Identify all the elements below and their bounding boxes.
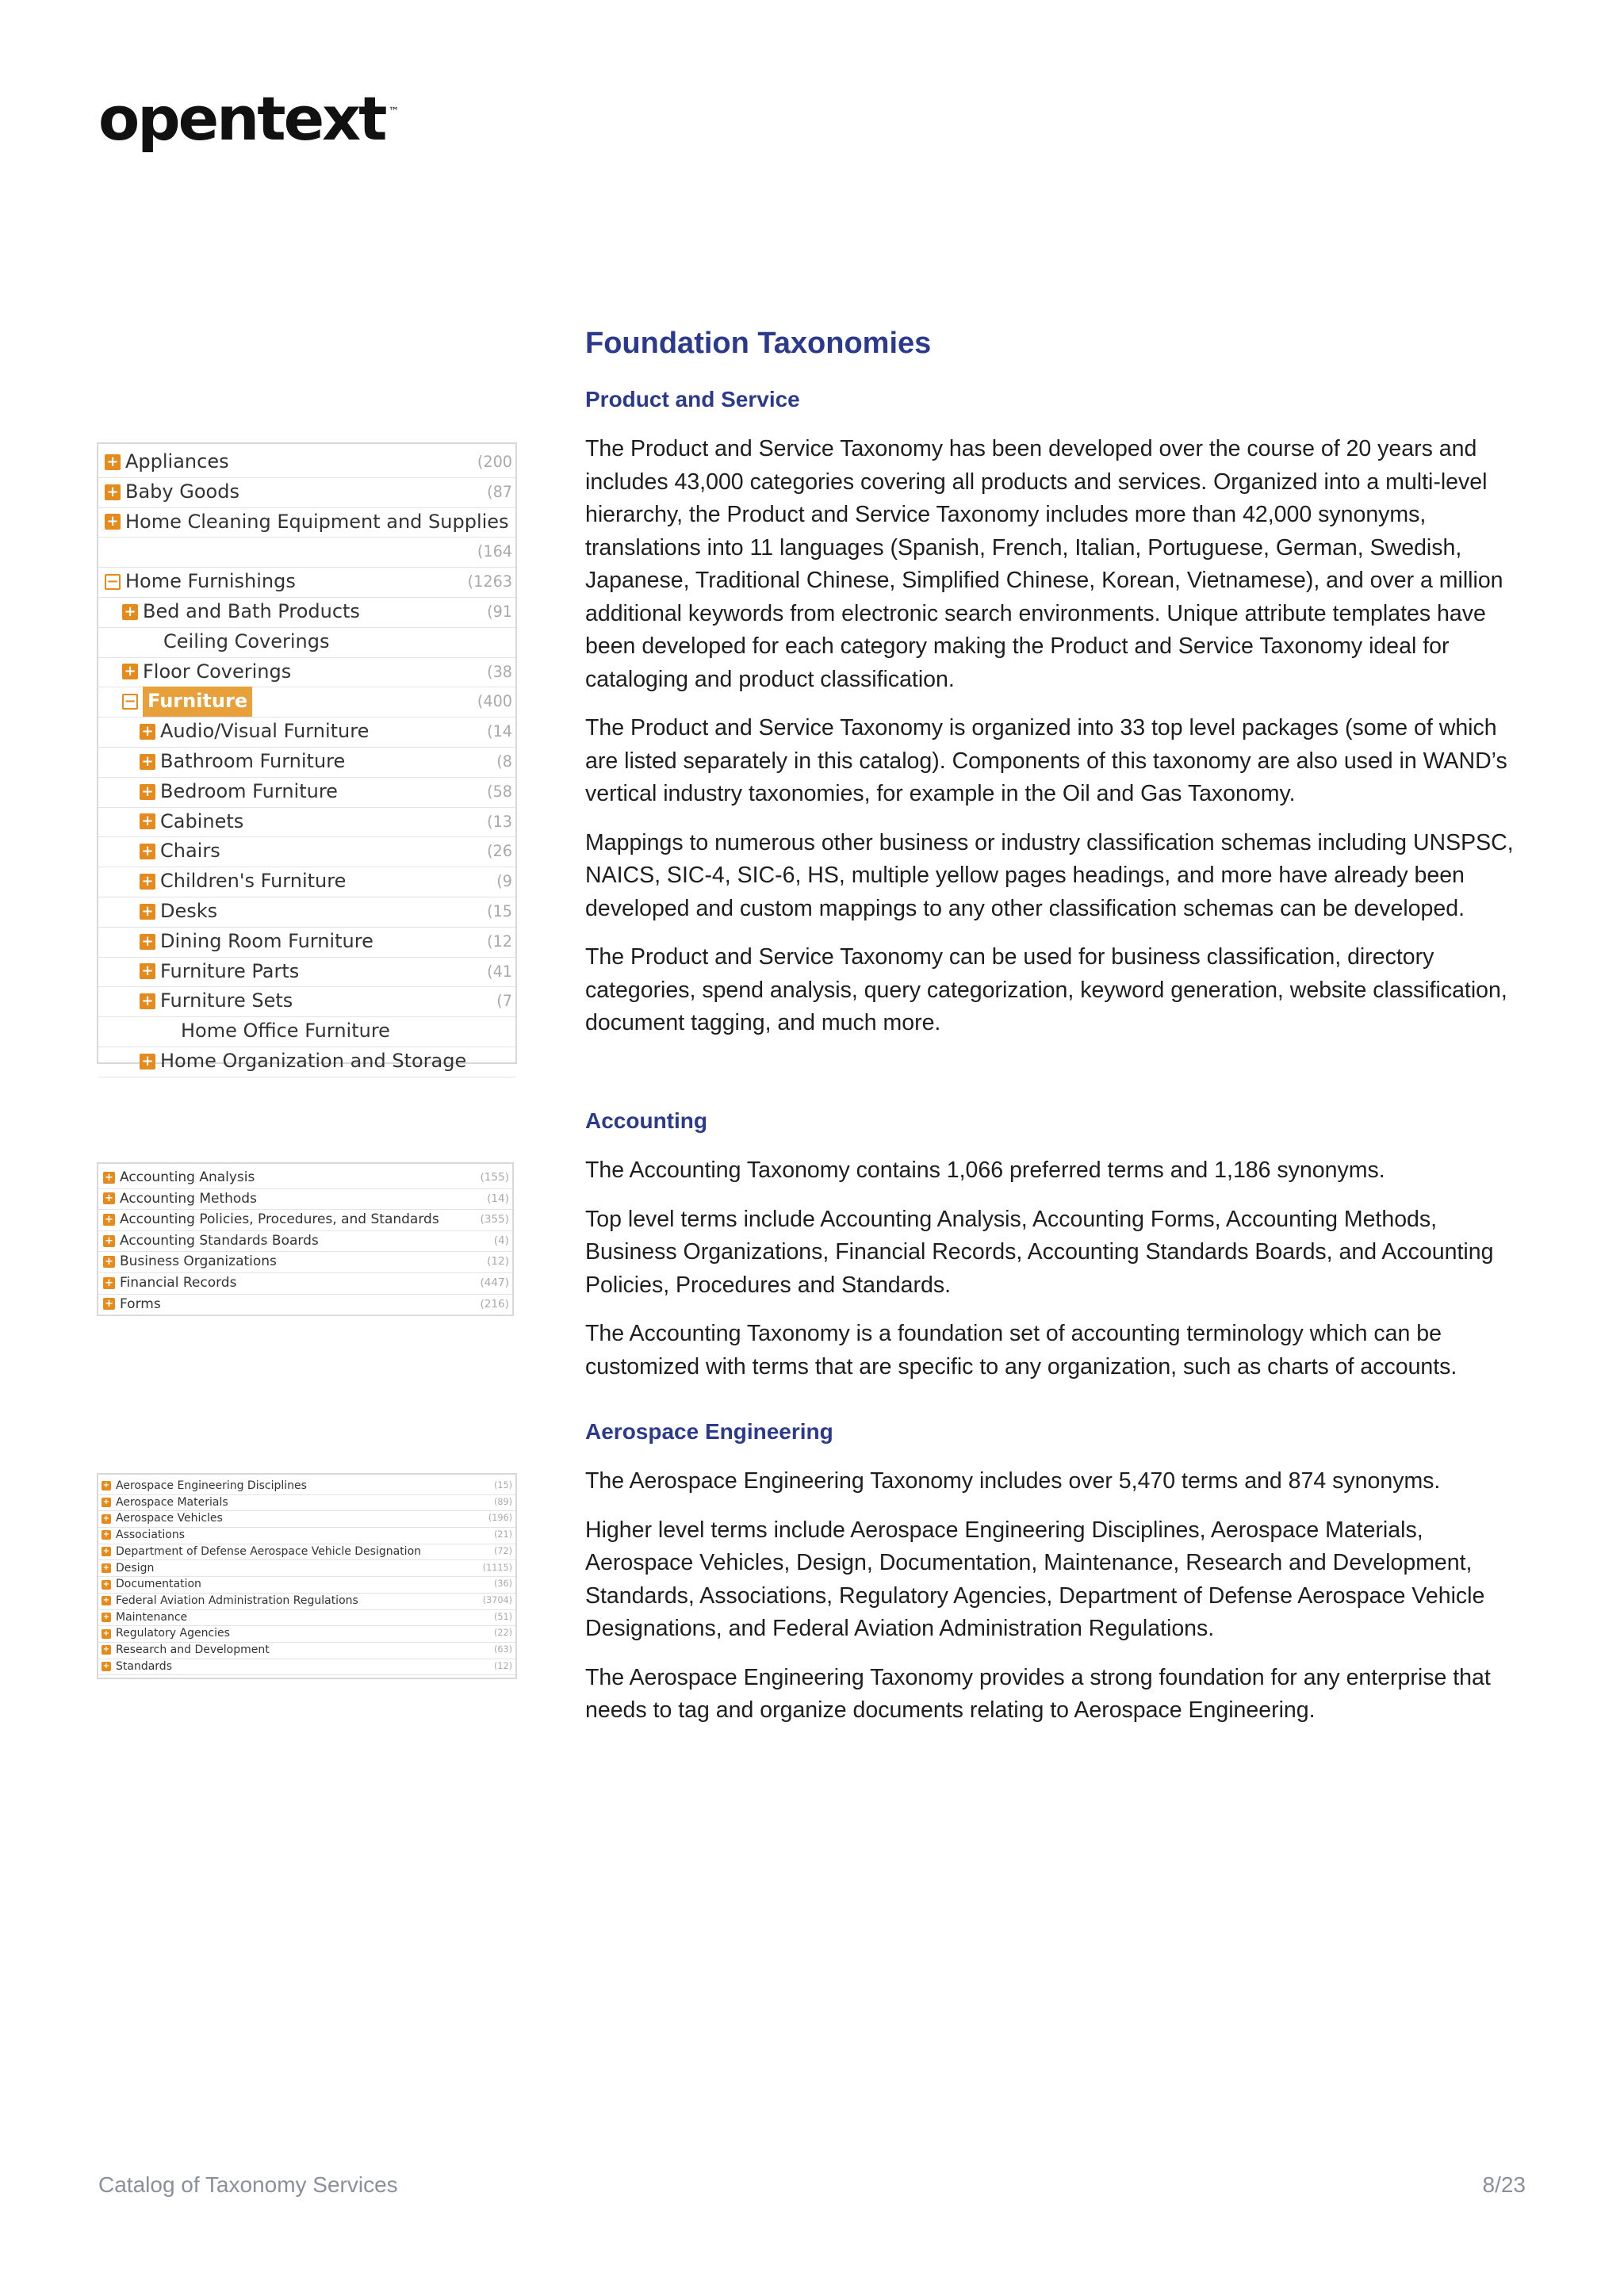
tree-item-count: (447): [480, 1276, 509, 1289]
expand-icon: +: [140, 993, 155, 1009]
tree-row: [98, 1209, 512, 1231]
tree-row: [98, 657, 515, 688]
tree-row: [98, 1478, 515, 1495]
tree-item-label: Accounting Methods: [120, 1190, 257, 1207]
tree-item-label: Federal Aviation Administration Regulations: [116, 1594, 358, 1607]
tree-row: [98, 1593, 515, 1610]
expand-icon: +: [140, 963, 155, 979]
paragraph: The Accounting Taxonomy contains 1,066 preferred terms and 1,186 synonyms.: [585, 1158, 1385, 1183]
tree-row: [98, 897, 515, 928]
tree-item-count: (200: [477, 453, 512, 471]
logo-text: opentext: [98, 83, 385, 154]
section-aerospace-engineering: [585, 1419, 1529, 1743]
tree-item-count: (38: [487, 662, 512, 681]
section-heading: Accounting: [585, 1108, 707, 1133]
tree-row: [98, 597, 515, 628]
tree-item-count: (3704): [482, 1594, 512, 1605]
expand-icon: +: [105, 514, 121, 530]
tree-item-label: Research and Development: [116, 1644, 270, 1656]
paragraph: The Product and Service Taxonomy can be used for business classification, directory categories, spend analysis, query categorization, keyword generation, website classification, document tagging, and much more.: [585, 944, 1507, 1035]
tree-item-count: (4): [493, 1234, 509, 1247]
tree-row: [98, 836, 515, 867]
footer-catalog-title: Catalog of Taxonomy Services: [98, 2172, 398, 2197]
tree-row: [98, 567, 515, 598]
tree-item-count: (36): [494, 1578, 512, 1590]
tree-row: [98, 1659, 515, 1676]
expand-icon: +: [102, 1645, 110, 1655]
tree-item-label: Appliances: [125, 450, 229, 473]
expand-icon: +: [140, 904, 155, 920]
tree-item-label: Associations: [116, 1529, 186, 1542]
paragraph: The Product and Service Taxonomy has been developed over the course of 20 years and includes 43,000 categories covering all products and services. Organized into a multi-level hierarchy, the Product and Service Taxonomy includes more than 42,000 synonyms, translations into 11 languages (Spanish, French, Italian, Portuguese, German, Swedish, Japanese, Traditional Chinese, Simplified Chinese, Korean, Vietnamese), and over a million additional keywords from electronic search environments. Unique attribute templates have been developed for each category making the Product and Service Taxonomy ideal for cataloging and product classification.: [585, 436, 1503, 692]
tree-item-count: (14): [487, 1192, 509, 1205]
tree-item-label: Audio/Visual Furniture: [160, 720, 370, 743]
collapse-icon: −: [122, 694, 138, 710]
expand-icon: +: [102, 1547, 110, 1556]
expand-icon: +: [103, 1214, 115, 1226]
tree-row: [98, 957, 515, 988]
tree-item-label: Children's Furniture: [160, 870, 347, 893]
expand-icon: +: [140, 784, 155, 800]
tree-item-label: Home Organization and Storage: [160, 1050, 467, 1072]
tree-item-count: (58: [487, 782, 512, 801]
product-taxonomy-tree-image: [97, 442, 517, 1072]
expand-icon: +: [103, 1192, 115, 1204]
tree-item-count: (63): [494, 1644, 512, 1655]
tree-row: [98, 1167, 512, 1189]
tree-item-count: (12): [494, 1660, 512, 1671]
tree-item-label: Home Furnishings: [125, 570, 296, 593]
footer-page-number: 8/23: [1482, 2172, 1526, 2197]
expand-icon: +: [140, 934, 155, 950]
page-title: Foundation Taxonomies: [585, 327, 932, 360]
expand-icon: +: [102, 1563, 110, 1572]
section-accounting: [585, 1108, 1529, 1399]
expand-icon: +: [102, 1612, 110, 1621]
expand-icon: +: [105, 454, 121, 470]
tree-item-count: (13: [487, 812, 512, 831]
tree-item-label: Home Office Furniture: [181, 1020, 390, 1043]
tree-row: [98, 1527, 515, 1544]
tree-item-label: Aerospace Vehicles: [116, 1512, 223, 1525]
tree-item-count: (72): [494, 1545, 512, 1556]
tree-item-label: Ceiling Coverings: [163, 629, 330, 652]
tree-item-label: Furniture Sets: [160, 989, 293, 1012]
tree-item-label: Documentation: [116, 1578, 201, 1591]
tree-item-label: Dining Room Furniture: [160, 929, 373, 952]
tree-item-label: Business Organizations: [120, 1253, 277, 1270]
tree-item-label: Furniture: [143, 687, 252, 717]
tree-item-label: Baby Goods: [125, 480, 239, 503]
collapse-icon: −: [105, 574, 121, 590]
expand-icon: +: [103, 1235, 115, 1247]
tree-item-label: Aerospace Engineering Disciplines: [116, 1479, 307, 1492]
tree-row: [98, 986, 515, 1017]
section-heading: Aerospace Engineering: [585, 1419, 833, 1444]
tree-row: [98, 1016, 515, 1047]
tree-item-label: Bathroom Furniture: [160, 750, 346, 772]
tree-item-label: Aerospace Materials: [116, 1495, 228, 1509]
tree-item-count: (15: [487, 902, 512, 920]
accounting-taxonomy-tree-image: [97, 1162, 514, 1316]
paragraph: The Aerospace Engineering Taxonomy provides a strong foundation for any enterprise that needs to tag and organize documents relating to Aerospace Engineering.: [585, 1664, 1491, 1723]
tree-item-label: Department of Defense Aerospace Vehicle Designation: [116, 1544, 422, 1558]
expand-icon: +: [122, 604, 138, 620]
tree-item-count: (216): [480, 1297, 509, 1311]
tree-item-count: (22): [494, 1628, 512, 1639]
tree-item-count: (8: [496, 752, 512, 771]
tree-item-count: (26: [487, 842, 512, 861]
tree-row: [98, 717, 515, 748]
expand-icon: +: [102, 1596, 110, 1605]
section-heading: Product and Service: [585, 387, 800, 411]
expand-icon: +: [140, 1054, 155, 1070]
tree-item-label: Furniture Parts: [160, 959, 300, 982]
tree-item-count: (1115): [482, 1562, 512, 1573]
paragraph: The Product and Service Taxonomy is organized into 33 top level packages (some of which are listed separately in this catalog). Components of this taxonomy are also used in WAND’s vertical industry taxonomies, for example in the Oil and Gas Taxonomy.: [585, 715, 1507, 806]
tree-item-label: Forms: [120, 1295, 161, 1312]
expand-icon: +: [102, 1481, 110, 1490]
tree-row: [98, 537, 515, 568]
tree-item-label: Floor Coverings: [143, 660, 292, 683]
tree-row: [98, 1544, 515, 1561]
tree-row: [98, 807, 515, 838]
tree-item-count: (21): [494, 1529, 512, 1540]
section-product-and-service: [585, 387, 1529, 1056]
expand-icon: +: [140, 844, 155, 859]
tree-item-label: Home Cleaning Equipment and Supplies: [125, 510, 509, 533]
tree-item-count: (41: [487, 962, 512, 981]
tree-item-count: (15): [494, 1480, 512, 1490]
tree-item-count: (91: [487, 603, 512, 621]
tree-row: [98, 1047, 515, 1077]
tree-row: [98, 1642, 515, 1659]
tree-row: [98, 1625, 515, 1643]
tree-row: [98, 1294, 512, 1316]
expand-icon: +: [102, 1628, 110, 1638]
tree-item-count: (87: [487, 482, 512, 501]
expand-icon: +: [102, 1579, 110, 1589]
tree-row: [98, 1494, 515, 1512]
tree-row: [98, 1576, 515, 1594]
tree-row: [98, 867, 515, 897]
expand-icon: +: [122, 664, 138, 679]
paragraph: Mappings to numerous other business or industry classification schemas including UNSPSC, NAICS, SIC-4, SIC-6, HS, multiple yellow pages headings, and more have already been developed and custom mappings to any other classification schemas can be developed.: [585, 829, 1514, 921]
tree-item-count: (89): [494, 1496, 512, 1507]
expand-icon: +: [103, 1277, 115, 1289]
expand-icon: +: [140, 754, 155, 770]
tree-item-label: Financial Records: [120, 1275, 237, 1291]
aerospace-taxonomy-tree-image: [97, 1473, 517, 1679]
tree-item-label: Maintenance: [116, 1610, 188, 1624]
tree-item-label: Bedroom Furniture: [160, 779, 338, 802]
paragraph: The Aerospace Engineering Taxonomy includes over 5,470 terms and 874 synonyms.: [585, 1468, 1441, 1494]
expand-icon: +: [103, 1256, 115, 1268]
tree-item-count: (155): [480, 1171, 509, 1184]
tree-item-count: (14: [487, 722, 512, 741]
opentext-logo: [98, 83, 400, 154]
expand-icon: +: [140, 813, 155, 829]
expand-icon: +: [140, 874, 155, 890]
tree-item-count: (7: [496, 992, 512, 1011]
tree-row: [98, 1272, 512, 1295]
expand-icon: +: [103, 1298, 115, 1310]
logo-trademark: ™: [388, 105, 400, 118]
tree-item-count: (196): [488, 1513, 512, 1524]
tree-item-count: (51): [494, 1611, 512, 1622]
tree-row: [98, 507, 515, 538]
tree-row: [98, 927, 515, 958]
tree-item-label: Bed and Bath Products: [143, 600, 360, 622]
tree-item-label: Cabinets: [160, 809, 244, 832]
tree-row: [98, 1188, 512, 1211]
expand-icon: +: [102, 1662, 110, 1671]
paragraph: Top level terms include Accounting Analysis, Accounting Forms, Accounting Methods, Business Organizations, Financial Records, Accounting Standards Boards, and Accounting Policies, Procedures and Standards.: [585, 1206, 1494, 1298]
paragraph: The Accounting Taxonomy is a foundation set of accounting terminology which can be customized with terms that are specific to any organization, such as charts of accounts.: [585, 1321, 1457, 1380]
tree-row: [98, 477, 515, 508]
tree-item-label: Standards: [116, 1659, 172, 1673]
expand-icon: +: [103, 1172, 115, 1184]
expand-icon: +: [102, 1498, 110, 1507]
tree-item-label: Chairs: [160, 840, 220, 863]
tree-row: [98, 687, 515, 718]
tree-item-label: Design: [116, 1561, 155, 1575]
tree-item-count: (355): [480, 1213, 509, 1226]
tree-row: [98, 777, 515, 808]
tree-item-count: (12): [487, 1255, 509, 1269]
tree-row: [98, 1251, 512, 1273]
tree-item-count: (9: [496, 872, 512, 891]
tree-item-label: Accounting Policies, Procedures, and Standards: [120, 1211, 439, 1228]
expand-icon: +: [102, 1530, 110, 1540]
tree-item-count: (12: [487, 932, 512, 951]
tree-item-label: Accounting Analysis: [120, 1169, 255, 1185]
tree-row: [98, 747, 515, 778]
tree-item-count: (164: [477, 542, 512, 561]
tree-item-label: Regulatory Agencies: [116, 1627, 230, 1640]
expand-icon: +: [105, 484, 121, 500]
expand-icon: +: [140, 724, 155, 740]
paragraph: Higher level terms include Aerospace Engineering Disciplines, Aerospace Materials, Aerospace Vehicles, Design, Documentation, Maintenance, Research and Development, Standards, Associations, Regulatory Agencies, Department of Defense Aerospace Vehicle Designations, and Federal Aviation Administration Regulations.: [585, 1517, 1485, 1641]
tree-row: [98, 1510, 515, 1528]
tree-row: [98, 627, 515, 658]
tree-item-count: (1263: [467, 572, 512, 591]
expand-icon: +: [102, 1513, 110, 1523]
tree-row: [98, 1230, 512, 1253]
tree-item-count: (400: [477, 692, 512, 711]
tree-item-label: Desks: [160, 900, 218, 922]
tree-row: [98, 1609, 515, 1627]
tree-row: [98, 447, 515, 478]
tree-item-label: Accounting Standards Boards: [120, 1232, 319, 1249]
tree-row: [98, 1560, 515, 1578]
